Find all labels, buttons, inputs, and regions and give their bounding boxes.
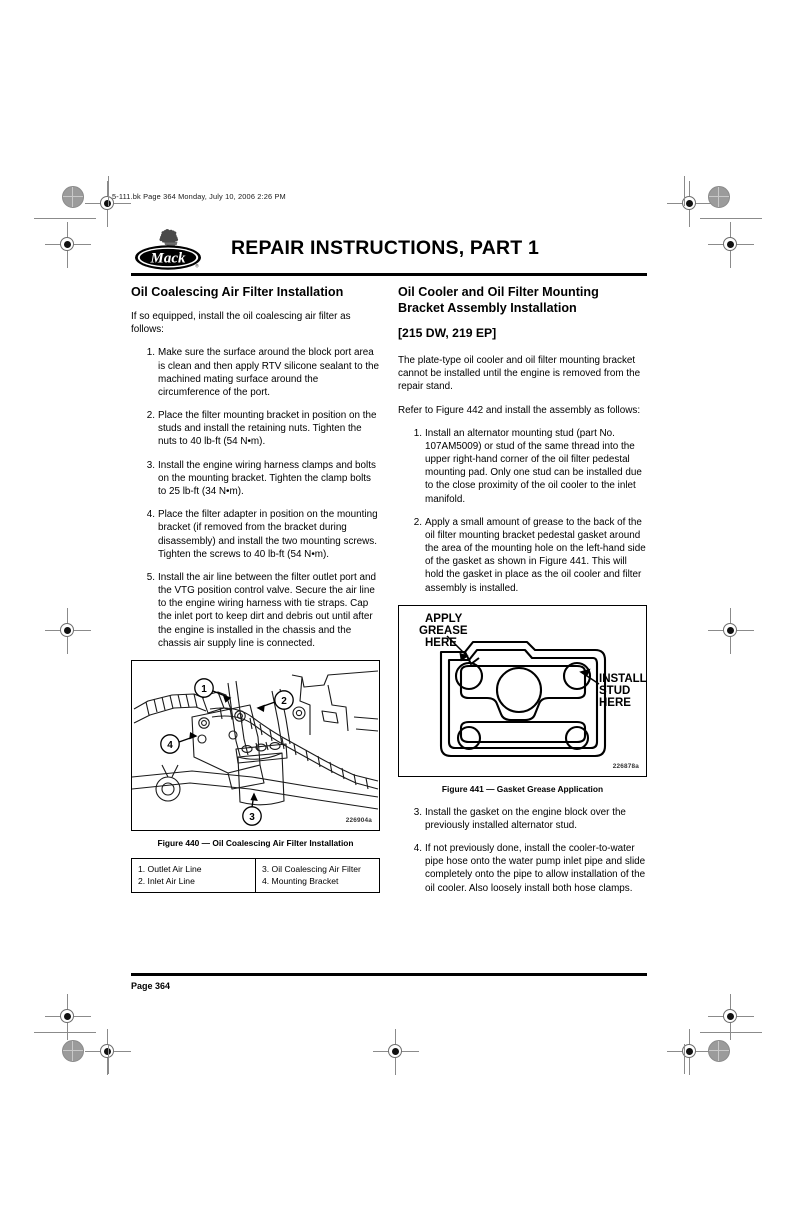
registration-cross xyxy=(45,608,91,654)
step-number: 4. xyxy=(146,509,155,521)
figure-441-caption: Figure 441 — Gasket Grease Application xyxy=(441,783,604,794)
right-column xyxy=(398,284,647,905)
print-slug-line: 5-111.bk Page 364 Monday, July 10, 2006 2:26 PM xyxy=(112,192,286,201)
registration-cross xyxy=(667,181,713,227)
step-text: Install the engine wiring harness clamps and bolts on the mounting bracket. Tighten the clamp bolts to 25 lb-ft (34 N•m). xyxy=(158,459,376,497)
step-text: Install the air line between the filter outlet port and the VTG position control valve. Secure the air line to the engine wiring harness with tie straps. Cap the inlet port to keep dirt and debris out until after the engine is installed in the chassis and the chassis air supply line is connected. xyxy=(158,571,376,649)
list-item xyxy=(398,842,647,895)
figure-440-caption: Figure 440 — Oil Coalescing Air Filter Installation xyxy=(157,837,354,848)
svg-text:Mack: Mack xyxy=(150,250,186,267)
list-item xyxy=(131,346,380,399)
legend-cell-left xyxy=(132,858,256,892)
registration-cross xyxy=(708,608,754,654)
step-number: 4. xyxy=(413,843,422,855)
step-number: 3. xyxy=(413,806,422,818)
registration-cross xyxy=(373,1029,419,1075)
label-apply-grease-line2: GREASE xyxy=(419,624,468,637)
masthead xyxy=(131,228,647,274)
trim-mark xyxy=(684,176,685,206)
right-intro-paragraph-1: The plate-type oil cooler and oil filter mounting bracket cannot be installed until the engine is removed from the repair stand. xyxy=(398,355,641,393)
registration-cross xyxy=(667,1029,713,1075)
list-item xyxy=(131,508,380,561)
list-item xyxy=(131,409,380,449)
step-text: Install the gasket on the engine block over the previously installed alternator stud. xyxy=(425,806,626,831)
step-number: 2. xyxy=(413,516,422,528)
step-number: 3. xyxy=(146,459,155,471)
body-columns xyxy=(131,284,647,905)
left-step-list xyxy=(131,346,380,649)
page-title: REPAIR INSTRUCTIONS, PART 1 xyxy=(231,237,540,259)
left-intro-paragraph: If so equipped, install the oil coalescing air filter as follows: xyxy=(131,311,351,336)
trim-mark xyxy=(108,176,109,206)
step-text: Install an alternator mounting stud (part No. 107AM5009) or stud of the same thread into the upper right-hand corner of the oil filter pedestal mounting pad. Only one stud can be installed due to the close proximity of the oil cooler to the inlet manifold. xyxy=(425,427,642,505)
legend-item: 4. Mounting Bracket xyxy=(262,876,339,887)
step-text: Place the filter mounting bracket in position on the studs and install the retaining nuts. Tighten the nuts to 40 lb-ft (54 N•m). xyxy=(158,410,377,448)
trim-mark xyxy=(34,1032,96,1033)
figure-440-legend-table xyxy=(131,858,380,893)
trim-mark xyxy=(700,218,762,219)
label-apply-grease-line3: HERE xyxy=(425,636,457,649)
mack-logo xyxy=(131,228,205,272)
step-number: 1. xyxy=(146,347,155,359)
left-column xyxy=(131,284,380,905)
trim-mark xyxy=(34,218,96,219)
list-item xyxy=(398,516,647,595)
left-section-heading: Oil Coalescing Air Filter Installation xyxy=(131,285,344,299)
registration-blob xyxy=(62,186,84,208)
page-number: Page 364 xyxy=(131,981,171,991)
trim-mark xyxy=(700,1032,762,1033)
figure-440-image xyxy=(131,660,380,831)
right-section-subheading: [215 DW, 219 EP] xyxy=(398,326,497,341)
trim-mark xyxy=(108,1044,109,1074)
list-item xyxy=(131,571,380,650)
registration-blob xyxy=(708,1040,730,1062)
step-number: 1. xyxy=(413,427,422,439)
svg-text:4: 4 xyxy=(167,739,173,751)
figure-441-image xyxy=(398,605,647,777)
legend-item: 1. Outlet Air Line xyxy=(138,863,202,874)
table-row xyxy=(132,858,380,892)
svg-text:3: 3 xyxy=(249,811,255,823)
step-number: 2. xyxy=(146,410,155,422)
list-item xyxy=(398,806,647,832)
label-apply-grease-line1: APPLY xyxy=(425,612,463,625)
svg-text:®: ® xyxy=(195,263,199,269)
step-number: 5. xyxy=(146,571,155,583)
right-step-list-after-figure xyxy=(398,806,647,895)
registration-cross xyxy=(708,994,754,1040)
legend-item: 2. Inlet Air Line xyxy=(138,876,195,887)
figure-440-id: 226904a xyxy=(345,816,372,824)
footer-divider xyxy=(131,973,647,976)
masthead-divider xyxy=(131,273,647,276)
label-install-stud-line1: INSTALL xyxy=(599,672,646,685)
step-text: Make sure the surface around the block port area is clean and then apply RTV silicone sealant to the machined mating surface around the circumference of the port. xyxy=(158,347,380,398)
right-section-heading: Oil Cooler and Oil Filter Mounting Bracket Assembly Installation xyxy=(398,285,599,316)
registration-blob xyxy=(708,186,730,208)
label-install-stud-line3: HERE xyxy=(599,696,631,709)
svg-text:2: 2 xyxy=(281,695,287,707)
registration-cross xyxy=(708,222,754,268)
step-text: Place the filter adapter in position on the mounting bracket (if removed from the bracket during disassembly) and install the two mounting screws. Tighten the screws to 40 lb-ft (54 N•m). xyxy=(158,509,378,560)
page-content xyxy=(131,228,647,1018)
registration-blob xyxy=(62,1040,84,1062)
legend-cell-right xyxy=(256,858,380,892)
list-item xyxy=(131,459,380,499)
registration-cross xyxy=(45,222,91,268)
svg-text:1: 1 xyxy=(201,683,207,695)
list-item xyxy=(398,427,647,506)
step-text: If not previously done, install the cooler-to-water pipe hose onto the water pump inlet pipe and slide completely onto the pipe to allow installation of the oil cooler. Also loosely install both hose clamps. xyxy=(425,843,646,894)
label-install-stud-line2: STUD xyxy=(599,684,631,697)
registration-cross xyxy=(45,994,91,1040)
trim-mark xyxy=(684,1044,685,1074)
figure-441-id: 226878a xyxy=(612,762,639,770)
right-intro-paragraph-2: Refer to Figure 442 and install the assembly as follows: xyxy=(398,404,641,416)
step-text: Apply a small amount of grease to the back of the oil filter mounting bracket pedestal gasket around the area of the mounting hole on the left-hand side of the gasket as shown in Figure 441. This will hold the gasket in place as the oil cooler and filter assembly is installed. xyxy=(425,516,646,594)
right-step-list-before-figure xyxy=(398,427,647,595)
legend-item: 3. Oil Coalescing Air Filter xyxy=(262,863,361,874)
